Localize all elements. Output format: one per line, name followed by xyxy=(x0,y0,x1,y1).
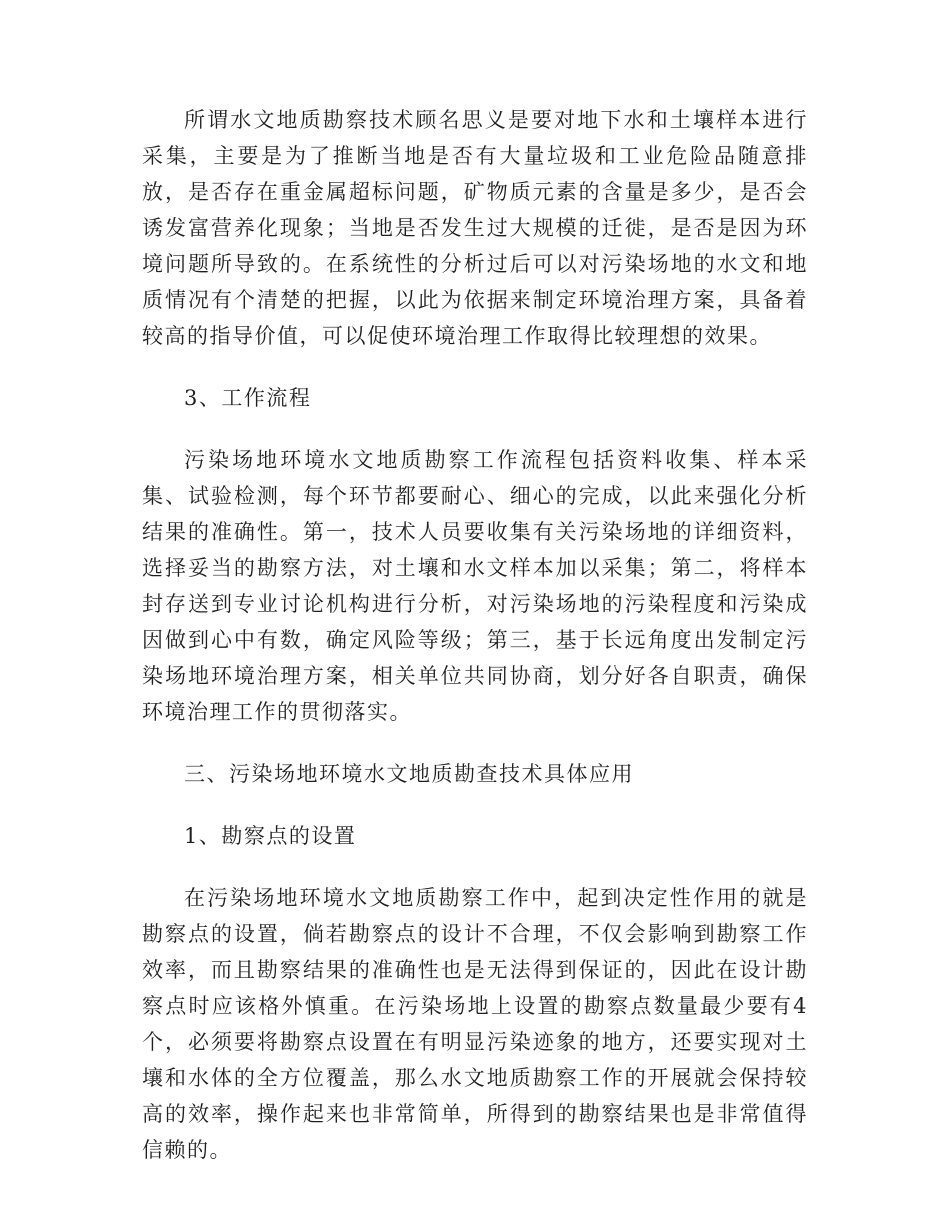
heading-work-process: 3、工作流程 xyxy=(184,386,312,410)
paragraph-work-process: 污染场地环境水文地质勘察工作流程包括资料收集、样本采集、试验检测，每个环节都要耐心、细心的完成，以此来强化分析结果的准确性。第一，技术人员要收集有关污染场地的详细资料，选择妥当的勘察方法，对土壤和水文样本加以采集；第二，将样本封存送到专业讨论机构进行分析，对污染场地的污染程度和污染成因做到心中有数，确定风险等级；第三，基于长远角度出发制定污染场地环境治理方案，相关单位共同协商，划分好各自职责，确保环境治理工作的贯彻落实。 xyxy=(142,448,808,724)
paragraph-survey-points: 在污染场地环境水文地质勘察工作中，起到决定性作用的就是勘察点的设置，倘若勘察点的设计不合理，不仅会影响到勘察工作效率，而且勘察结果的准确性也是无法得到保证的，因此在设计勘察点时应该格外慎重。在污染场地上设置的勘察点数量最少要有4个，必须要将勘察点设置在有明显污染迹象的地方，还要实现对土壤和水体的全方位覆盖，那么水文地质勘察工作的开展就会保持较高的效率，操作起来也非常简单，所得到的勘察结果也是非常值得信赖的。 xyxy=(142,886,808,1162)
heading-section-three: 三、污染场地环境水文地质勘查技术具体应用 xyxy=(184,762,634,786)
paragraph-survey-technique: 所谓水文地质勘察技术顾名思义是要对地下水和土壤样本进行采集，主要是为了推断当地是否有大量垃圾和工业危险品随意排放，是否存在重金属超标问题，矿物质元素的含量是多少，是否会诱发富营养化现象；当地是否发生过大规模的迁徙，是否是因为环境问题所导致的。在系统性的分析过后可以对污染场地的水文和地质情况有个清楚的把握，以此为依据来制定环境治理方案，具备着较高的指导价值，可以促使环境治理工作取得比较理想的效果。 xyxy=(142,108,808,348)
heading-survey-points: 1、勘察点的设置 xyxy=(184,824,357,848)
document-body xyxy=(142,102,808,1168)
